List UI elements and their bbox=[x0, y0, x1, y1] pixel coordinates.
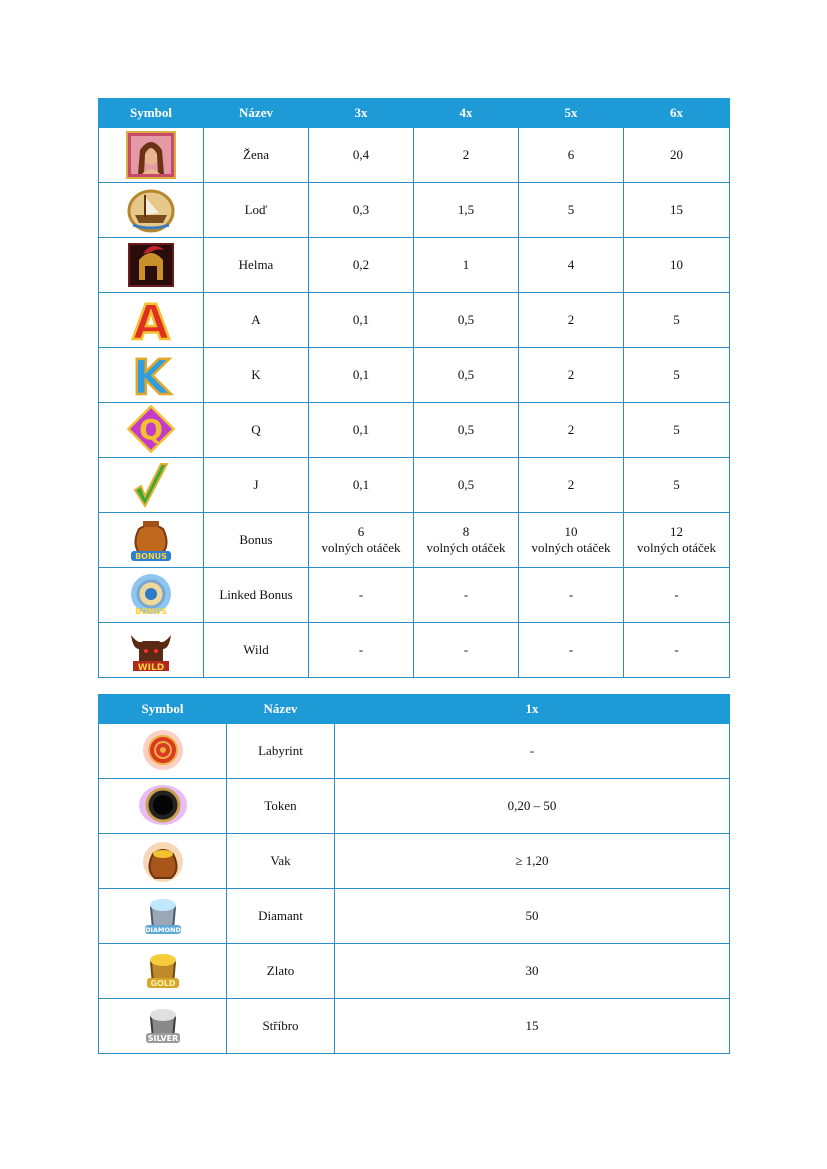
payout-cell: 2 bbox=[519, 403, 624, 458]
symbol-cell bbox=[99, 568, 204, 623]
table-row bbox=[99, 458, 730, 513]
symbol-name: Stříbro bbox=[227, 999, 335, 1054]
symbol-cell bbox=[99, 293, 204, 348]
svg-text:DIAMOND: DIAMOND bbox=[144, 926, 181, 934]
payout-cell: 2 bbox=[519, 348, 624, 403]
payout-cell: 0,4 bbox=[309, 128, 414, 183]
payout-cell: 2 bbox=[519, 458, 624, 513]
table-row bbox=[99, 779, 730, 834]
table-row bbox=[99, 834, 730, 889]
table-row bbox=[99, 293, 730, 348]
symbol-cell bbox=[99, 183, 204, 238]
table-row bbox=[99, 999, 730, 1054]
payout-cell: 0,1 bbox=[309, 348, 414, 403]
col-header-4x: 4x bbox=[414, 99, 519, 128]
payout-cell bbox=[309, 513, 414, 568]
payout-cell: 15 bbox=[624, 183, 730, 238]
payout-cell: - bbox=[414, 568, 519, 623]
payout-cell: ≥ 1,20 bbox=[335, 834, 730, 889]
payout-cell: 20 bbox=[624, 128, 730, 183]
svg-text:A: A bbox=[132, 295, 170, 345]
symbol-name: Žena bbox=[204, 128, 309, 183]
free-spins-label: volných otáček bbox=[531, 540, 611, 555]
payout-cell: 0,5 bbox=[414, 293, 519, 348]
symbol-cell bbox=[99, 623, 204, 678]
free-spins-label: volných otáček bbox=[426, 540, 506, 555]
paytable-bonus bbox=[98, 694, 730, 1054]
payout-cell: 15 bbox=[335, 999, 730, 1054]
col-header-3x: 3x bbox=[309, 99, 414, 128]
symbol-cell bbox=[99, 889, 227, 944]
svg-text:WILD: WILD bbox=[137, 663, 165, 673]
payout-cell: - bbox=[624, 568, 730, 623]
symbol-cell bbox=[99, 348, 204, 403]
paytable-main-header bbox=[99, 99, 730, 128]
payout-cell bbox=[624, 513, 730, 568]
payout-cell: 0,5 bbox=[414, 348, 519, 403]
payout-cell: 5 bbox=[624, 458, 730, 513]
symbol-cell bbox=[99, 779, 227, 834]
symbol-name: Helma bbox=[204, 238, 309, 293]
woman-symbol-icon bbox=[125, 130, 177, 180]
payout-cell: 2 bbox=[414, 128, 519, 183]
payout-cell: 5 bbox=[624, 403, 730, 458]
symbol-cell bbox=[99, 403, 204, 458]
table-row bbox=[99, 238, 730, 293]
symbol-cell bbox=[99, 999, 227, 1054]
symbol-name: Token bbox=[227, 779, 335, 834]
sack-symbol-icon bbox=[137, 836, 189, 886]
payout-cell: 0,1 bbox=[309, 293, 414, 348]
svg-text:BONUS: BONUS bbox=[135, 607, 167, 616]
linked-bonus-symbol-icon bbox=[125, 570, 177, 620]
symbol-cell bbox=[99, 513, 204, 568]
payout-cell: - bbox=[309, 568, 414, 623]
payout-cell: - bbox=[309, 623, 414, 678]
col-header-5x: 5x bbox=[519, 99, 624, 128]
col-header-symbol: Symbol bbox=[99, 695, 227, 724]
paytable-main bbox=[98, 98, 730, 678]
symbol-cell bbox=[99, 834, 227, 889]
payout-cell: - bbox=[414, 623, 519, 678]
table-row bbox=[99, 128, 730, 183]
col-header-6x: 6x bbox=[624, 99, 730, 128]
table-row bbox=[99, 623, 730, 678]
labyrinth-symbol-icon bbox=[137, 726, 189, 776]
gold-pot-symbol-icon bbox=[137, 946, 189, 996]
free-spins-count: 12 bbox=[670, 524, 683, 539]
symbol-name: K bbox=[204, 348, 309, 403]
payout-cell: - bbox=[519, 568, 624, 623]
free-spins-label: volných otáček bbox=[321, 540, 401, 555]
payout-cell: 50 bbox=[335, 889, 730, 944]
col-header-name: Název bbox=[204, 99, 309, 128]
free-spins-count: 10 bbox=[564, 524, 578, 539]
symbol-name: Linked Bonus bbox=[204, 568, 309, 623]
wild-bull-symbol-icon bbox=[125, 625, 177, 675]
symbol-name: J bbox=[204, 458, 309, 513]
table-row bbox=[99, 513, 730, 568]
svg-text:BONUS: BONUS bbox=[135, 552, 167, 561]
free-spins-count: 8 bbox=[462, 524, 470, 539]
symbol-cell bbox=[99, 724, 227, 779]
letter-k-symbol-icon bbox=[125, 350, 177, 400]
payout-cell bbox=[519, 513, 624, 568]
svg-text:K: K bbox=[132, 350, 170, 400]
payout-cell: 0,5 bbox=[414, 403, 519, 458]
symbol-cell bbox=[99, 944, 227, 999]
payout-cell: 4 bbox=[519, 238, 624, 293]
helmet-symbol-icon bbox=[125, 240, 177, 290]
letter-j-symbol-icon bbox=[125, 460, 177, 510]
payout-cell: 0,2 bbox=[309, 238, 414, 293]
payout-cell: 10 bbox=[624, 238, 730, 293]
symbol-name: A bbox=[204, 293, 309, 348]
payout-cell: 5 bbox=[519, 183, 624, 238]
symbol-name: Q bbox=[204, 403, 309, 458]
payout-cell: 0,5 bbox=[414, 458, 519, 513]
ship-symbol-icon bbox=[125, 185, 177, 235]
payout-cell: 5 bbox=[624, 293, 730, 348]
payout-cell: 6 bbox=[519, 128, 624, 183]
svg-text:GOLD: GOLD bbox=[149, 979, 176, 988]
payout-cell: 30 bbox=[335, 944, 730, 999]
paytable-bonus-header bbox=[99, 695, 730, 724]
symbol-name: Labyrint bbox=[227, 724, 335, 779]
payout-cell: 0,20 – 50 bbox=[335, 779, 730, 834]
table-row bbox=[99, 183, 730, 238]
payout-cell: 2 bbox=[519, 293, 624, 348]
table-row bbox=[99, 403, 730, 458]
symbol-cell bbox=[99, 238, 204, 293]
payout-cell: 1,5 bbox=[414, 183, 519, 238]
col-header-symbol: Symbol bbox=[99, 99, 204, 128]
table-row bbox=[99, 889, 730, 944]
bonus-urn-symbol-icon bbox=[125, 515, 177, 565]
payout-cell: - bbox=[624, 623, 730, 678]
symbol-name: Vak bbox=[227, 834, 335, 889]
svg-text:SILVER: SILVER bbox=[147, 1034, 178, 1043]
table-row bbox=[99, 944, 730, 999]
symbol-name: Loď bbox=[204, 183, 309, 238]
table-row bbox=[99, 724, 730, 779]
silver-pot-symbol-icon bbox=[137, 1001, 189, 1051]
payout-cell: - bbox=[519, 623, 624, 678]
payout-cell bbox=[414, 513, 519, 568]
symbol-name: Diamant bbox=[227, 889, 335, 944]
table-row bbox=[99, 568, 730, 623]
free-spins-label: volných otáček bbox=[636, 540, 717, 555]
symbol-name: Zlato bbox=[227, 944, 335, 999]
payout-cell: 1 bbox=[414, 238, 519, 293]
symbol-name: Bonus bbox=[204, 513, 309, 568]
payout-cell: 0,1 bbox=[309, 458, 414, 513]
symbol-cell bbox=[99, 458, 204, 513]
svg-text:Q: Q bbox=[139, 413, 163, 446]
payout-cell: - bbox=[335, 724, 730, 779]
col-header-1x: 1x bbox=[335, 695, 730, 724]
letter-q-symbol-icon bbox=[125, 405, 177, 455]
payout-cell: 0,3 bbox=[309, 183, 414, 238]
table-row bbox=[99, 348, 730, 403]
free-spins-count: 6 bbox=[357, 524, 365, 539]
payout-cell: 0,1 bbox=[309, 403, 414, 458]
col-header-name: Název bbox=[227, 695, 335, 724]
token-symbol-icon bbox=[137, 781, 189, 831]
symbol-cell bbox=[99, 128, 204, 183]
diamond-pot-symbol-icon bbox=[137, 891, 189, 941]
letter-a-symbol-icon bbox=[125, 295, 177, 345]
payout-cell: 5 bbox=[624, 348, 730, 403]
symbol-name: Wild bbox=[204, 623, 309, 678]
